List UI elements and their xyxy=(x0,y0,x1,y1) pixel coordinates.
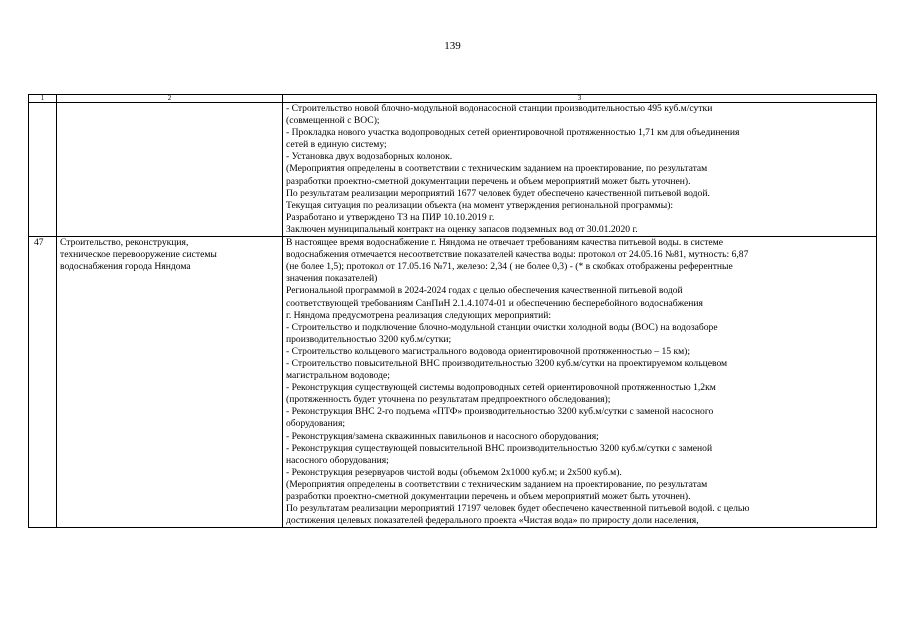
text-line: оборудования; xyxy=(286,418,346,430)
row-number-cell: 47 xyxy=(29,237,57,528)
text-line: разработки проектно-сметной документации перечень и объем мероприятий может быть уточнен). xyxy=(286,175,691,187)
row-number-cell xyxy=(29,103,57,237)
text-line: техническое перевооружение системы xyxy=(60,249,217,261)
header-col-2: 2 xyxy=(57,95,283,103)
header-col-3: 3 xyxy=(283,95,877,103)
text-line: насосного оборудования; xyxy=(286,454,389,466)
row-name-cell xyxy=(57,103,283,237)
text-line: - Реконструкция резервуаров чистой воды (объемом 2х1000 куб.м; и 2х500 куб.м). xyxy=(286,466,622,478)
text-line: (Мероприятия определены в соответствии с техническим заданием на проектирование, по результатам xyxy=(286,478,708,490)
text-line: - Установка двух водозаборных колонок. xyxy=(286,151,453,163)
table-row xyxy=(29,103,877,237)
header-col-1: 1 xyxy=(29,95,57,103)
text-line: (Мероприятия определены в соответствии с техническим заданием на проектирование, по результатам xyxy=(286,163,708,175)
text-line: - Строительство кольцевого магистрального водовода ориентировочной протяженностью – 15 км); xyxy=(286,345,691,357)
text-line: - Строительство и подключение блочно-модульной станции очистки холодной воды (ВОС) на водозаборе xyxy=(286,321,718,333)
text-line: - Реконструкция существующей повысительной ВНС производительностью 3200 куб.м/сутки с заменой xyxy=(286,442,713,454)
text-line: - Строительство новой блочно-модульной водонасосной станции производительностью 495 куб.м/сутки xyxy=(286,103,713,114)
text-line: водоснабжения города Няндома xyxy=(60,261,191,273)
text-line: Заключен муниципальный контракт на оценку запасов подземных вод от 30.01.2020 г. xyxy=(286,223,638,235)
program-table xyxy=(28,94,877,528)
row-description-cell xyxy=(283,237,877,528)
text-line: производительностью 3200 куб.м/сутки; xyxy=(286,333,452,345)
table-row xyxy=(29,237,877,528)
text-line: г. Няндома предусмотрена реализация следующих мероприятий: xyxy=(286,309,552,321)
text-line: разработки проектно-сметной документации перечень и объем мероприятий может быть уточнен). xyxy=(286,491,691,502)
text-line: (не более 1,5); протокол от 17.05.16 №71, железо: 2,34 ( не более 0,3) - (* в скобках отображены референтные xyxy=(286,261,733,273)
text-line: водоснабжения отмечается несоответствие показателей качества воды: протокол от 24.05.16 №81, мутность: 6,87 xyxy=(286,249,749,261)
text-line: значения показателей) xyxy=(286,273,378,285)
text-line: - Прокладка нового участка водопроводных сетей ориентировочной протяженностью 1,71 км для объединения xyxy=(286,127,740,139)
text-line: По результатам реализации мероприятий 17197 человек будет обеспечено качественной питьевой водой. с целью xyxy=(286,503,750,515)
text-line: В настоящее время водоснабжение г. Няндома не отвечает требованиям качества питьевой воды. в системе xyxy=(286,237,723,249)
row-name-cell xyxy=(57,237,283,528)
text-line: (совмещенной с ВОС); xyxy=(286,115,380,127)
text-line: - Реконструкция существующей системы водопроводных сетей ориентировочной протяженностью 1,2км xyxy=(286,382,716,394)
text-line: достижения целевых показателей федерального проекта «Чистая вода» по приросту доли населения, xyxy=(286,515,699,527)
text-line: - Реконструкция ВНС 2-го подъема «ПТФ» производительностью 3200 куб.м/сутки с заменой насосного xyxy=(286,406,714,418)
row-description-cell xyxy=(283,103,877,237)
page-number: 139 xyxy=(444,40,461,52)
text-line: Строительство, реконструкция, xyxy=(60,237,189,249)
text-line: По результатам реализации мероприятий 1677 человек будет обеспечено качественной питьевой водой. xyxy=(286,187,710,199)
text-line: Текущая ситуация по реализации объекта (на момент утверждения региональной программы): xyxy=(286,199,674,211)
table-header-row xyxy=(29,95,877,103)
text-line: - Реконструкция/замена скважинных павильонов и насосного оборудования; xyxy=(286,430,599,442)
text-line: сетей в единую систему; xyxy=(286,139,387,151)
text-line: (протяженность будет уточнена по результатам предпроектного обследования); xyxy=(286,394,611,406)
text-line: - Строительство повысительной ВНС производительностью 3200 куб.м/сутки на проектируемом кольцевом xyxy=(286,357,728,369)
text-line: соответствующей требованиям СанПиН 2.1.4.1074-01 и обеспечению бесперебойного водоснабжения xyxy=(286,297,703,309)
text-line: Разработано и утверждено ТЗ на ПИР 10.10.2019 г. xyxy=(286,211,495,223)
text-line: Региональной программой в 2024-2024 годах с целью обеспечения качественной питьевой водой xyxy=(286,285,683,297)
text-line: магистральном водоводе; xyxy=(286,370,390,382)
